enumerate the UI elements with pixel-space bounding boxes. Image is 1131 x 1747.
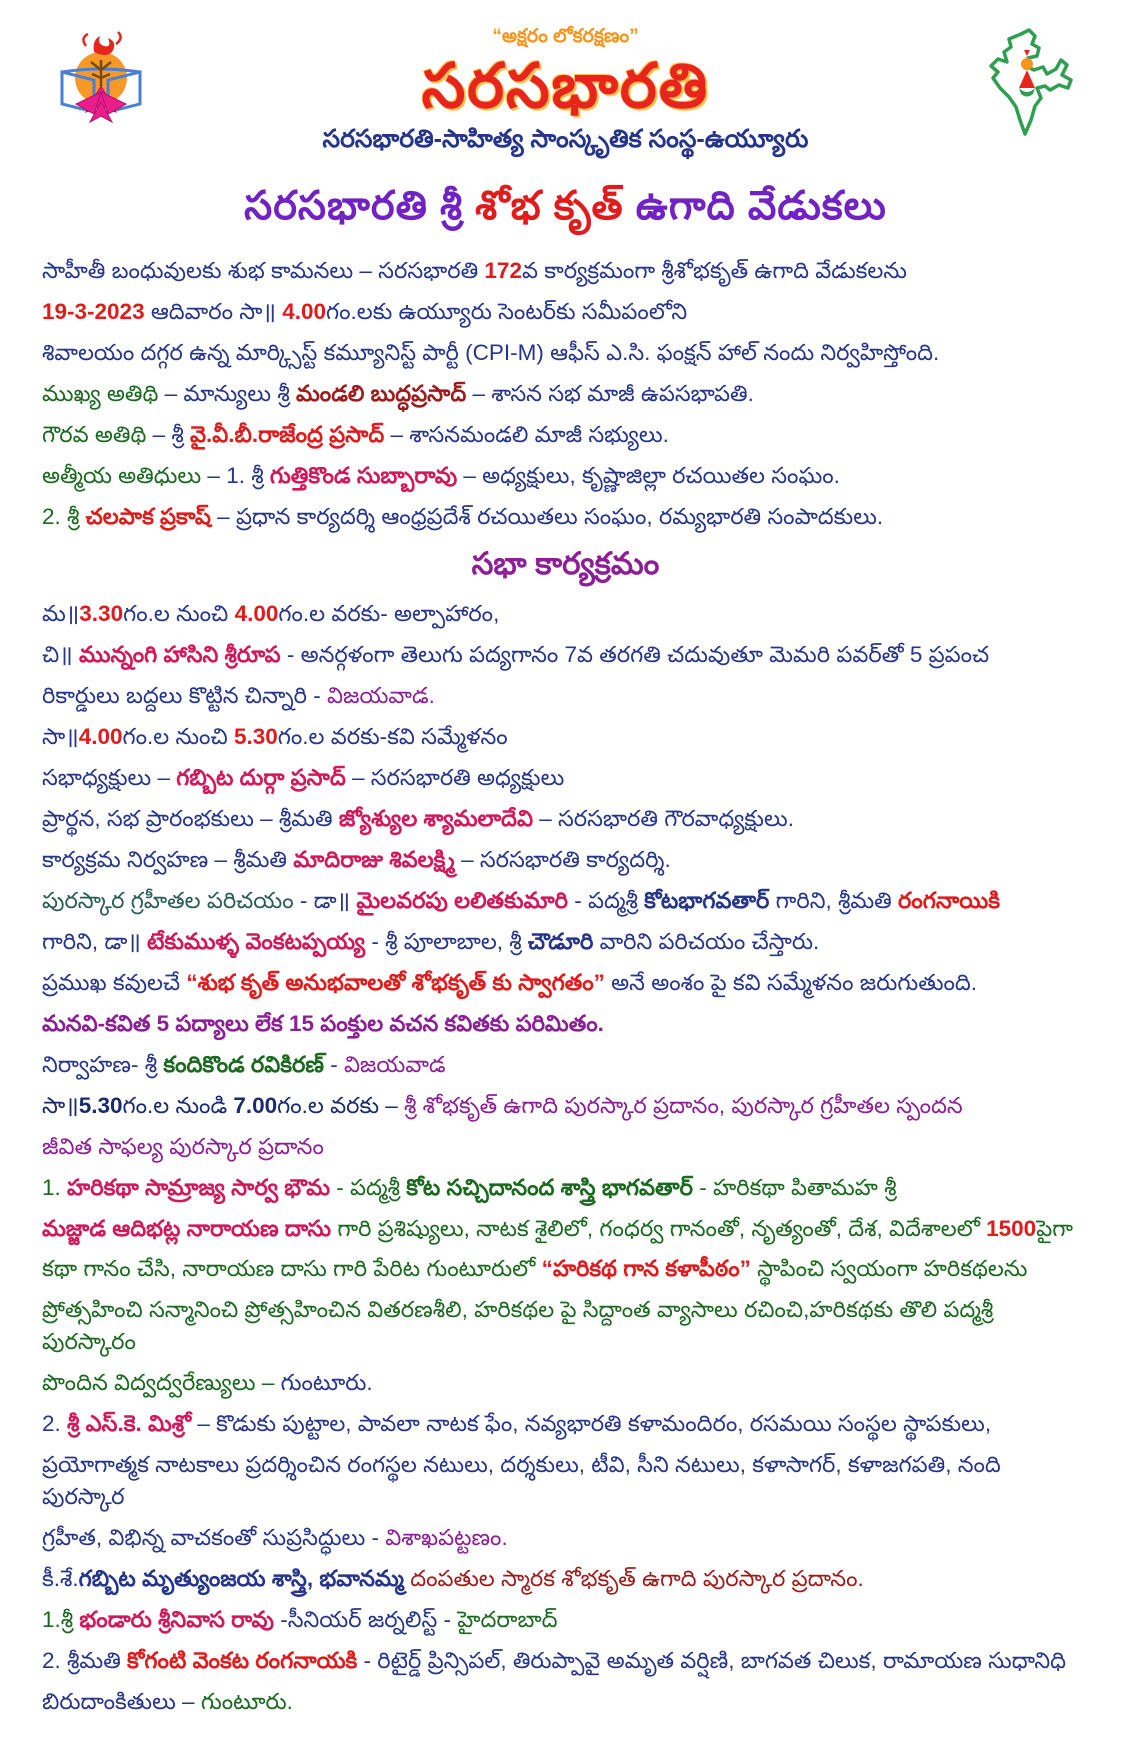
text-segment: – సరసభారతి గౌరవాధ్యక్షులు. — [532, 806, 794, 832]
text-segment: - అనర్గళంగా తెలుగు పద్యగానం 7వ తరగతి చదువుతూ మెమరి పవర్‌తో 5 ప్రపంచ — [280, 642, 990, 668]
text-segment: 7.00 — [233, 1092, 278, 1118]
text-segment: వై.వీ.బీ.రాజేంద్ర ప్రసాద్ — [190, 421, 385, 447]
text-segment: - పద్మశ్రీ — [567, 888, 645, 914]
text-line — [42, 1008, 1089, 1040]
text-segment: 1500 — [986, 1215, 1037, 1241]
text-segment: శ్రీ శోభకృత్ ఉగాది పురస్కార ప్రదానం, పురస్కార గ్రహీతల స్పందన — [404, 1092, 963, 1118]
text-segment: - రిటైర్డ్ ప్రిన్సిపల్, తిరుప్పావై అమృత వర్షిణి, బాగవత చిలుక, రామాయణ సుధానిధి — [357, 1647, 1067, 1673]
text-segment: విజయవాడ — [343, 1051, 446, 1077]
text-segment: 4.00 — [282, 298, 326, 324]
text-segment: ఆదివారం సా॥ — [144, 298, 283, 324]
text-segment: 1. — [42, 1174, 68, 1200]
text-segment: దంపతుల స్మారక శోభకృత్ ఉగాది పురస్కార ప్రదానం. — [403, 1565, 864, 1591]
page-title — [42, 178, 1089, 235]
text-segment: సభా కార్యక్రమం — [471, 546, 660, 582]
text-segment: సాహీతీ బంధువులకు శుభ కామనలు – సరసభారతి — [42, 257, 485, 283]
text-segment: గం.లకు ఉయ్యూరు సెంటర్‌కు సమీపంలోని — [326, 298, 688, 324]
text-segment: -సీనియర్ జర్నలిస్ట్ - — [273, 1606, 458, 1632]
text-segment: - శ్రీ పూలాబాల, శ్రీ — [365, 928, 528, 954]
text-segment: మ॥ — [42, 601, 80, 627]
text-segment: ప్రార్థన, సభ ప్రారంభకులు – శ్రీమతి — [42, 806, 339, 832]
text-line — [42, 460, 1089, 492]
text-segment: 5.30 — [233, 724, 278, 750]
text-segment: టేకుముళ్ళ వెంకటప్పయ్య — [147, 928, 366, 954]
text-segment: మనవి-కవిత 5 పద్యాలు లేక 15 పంక్తుల వచన కవితకు పరిమితం. — [42, 1010, 604, 1036]
text-segment: 3.30 — [79, 601, 124, 627]
text-line — [42, 1408, 1089, 1440]
text-segment: భండారు శ్రీనివాస రావు — [79, 1606, 274, 1632]
text-segment: మజ్జాడ ఆదిభట్ల నారాయణ దాసు — [42, 1215, 332, 1241]
text-line — [42, 1213, 1089, 1245]
text-line — [42, 1367, 1089, 1399]
text-segment: గ్రహీత, విభిన్న వాచకంతో సుప్రసిద్ధులు - — [42, 1525, 386, 1551]
text-segment: గబ్బిట మృత్యుంజయ శాస్త్రి, భవానమ్మ — [78, 1565, 404, 1591]
text-segment: కథా గానం చేసి, నారాయణ దాసు గారి పేరిట గుంటూరులో — [42, 1256, 542, 1282]
text-segment: గుంటూరు. — [200, 1688, 293, 1714]
text-segment: విశాఖపట్టణం. — [385, 1525, 508, 1551]
text-segment: జ్యోశ్యుల శ్యామలాదేవి — [338, 806, 533, 832]
text-segment: పొందిన విద్వద్వరేణ్యులు – — [42, 1370, 281, 1396]
text-line — [42, 680, 1089, 712]
text-segment: గం.ల నుంచి — [122, 724, 234, 750]
text-line — [42, 419, 1089, 451]
text-segment: కీ.శే. — [42, 1565, 79, 1591]
text-segment: 19-3-2023 — [42, 298, 145, 324]
brand-title: సరసభారతి — [421, 52, 710, 121]
text-segment: స్థాపించి స్వయంగా హరికథలను — [750, 1256, 1028, 1282]
text-line — [42, 926, 1089, 958]
book-lotus-om-logo — [42, 26, 160, 146]
text-segment: రికార్డులు బద్దలు కొట్టిన చిన్నారి - — [42, 683, 327, 709]
text-segment: అనే అంశం పై కవి సమ్మేళనం జరుగుతుంది. — [604, 969, 978, 995]
text-line — [42, 1645, 1089, 1677]
text-line — [42, 1686, 1089, 1718]
text-segment: గం.ల నుంచి — [123, 601, 235, 627]
text-segment: గబ్బిట దుర్గా ప్రసాద్ — [176, 765, 346, 791]
text-segment: బిరుదాంకితులు – — [42, 1688, 201, 1714]
text-line — [42, 296, 1089, 328]
text-segment: “శుభ కృత్ అనుభవాలతో శోభకృత్ కు స్వాగతం” — [186, 969, 605, 995]
text-segment: ముఖ్య అతిథి — [42, 380, 159, 406]
text-segment: గం.ల నుండి — [122, 1092, 234, 1118]
text-segment: – శాసన సభ మాజీ ఉపసభాపతి. — [466, 380, 754, 406]
text-line — [42, 1449, 1089, 1513]
text-segment: – అధ్యక్షులు, కృష్ణాజిల్లా రచయితల సంఘం. — [457, 462, 840, 488]
text-segment: గం.ల వరకు – — [277, 1092, 405, 1118]
text-segment: సా॥ — [42, 724, 79, 750]
text-segment: గౌరవ అతిథి — [42, 421, 147, 447]
text-line — [42, 967, 1089, 999]
text-line — [42, 885, 1089, 917]
text-line — [42, 1049, 1089, 1081]
text-segment: జీవిత సాఫల్య పురస్కార ప్రదానం — [42, 1133, 324, 1159]
text-segment: పైగా — [1036, 1215, 1073, 1241]
text-segment: వ కార్యక్రమంగా శ్రీశోభకృత్ ఉగాది వేడుకలను — [521, 257, 907, 283]
text-segment: కోట సచ్చిదానంద శాస్త్రి భాగవతార్ — [406, 1174, 693, 1200]
text-line — [42, 501, 1089, 533]
text-line — [42, 1604, 1089, 1636]
section-heading — [42, 542, 1089, 586]
text-segment: - — [323, 1051, 344, 1077]
text-segment: రంగనాయికి — [898, 888, 1000, 914]
text-line — [42, 1172, 1089, 1204]
text-segment: సా॥ — [42, 1092, 79, 1118]
text-segment: – మాన్యులు శ్రీ — [158, 380, 296, 406]
text-segment: గారిని, శ్రీమతి — [769, 888, 899, 914]
text-line — [42, 1294, 1089, 1358]
text-segment: గారి ప్రశిష్యులు, నాటక శైలిలో, గంధర్వ గానంతో, నృత్యంతో, దేశ, విదేశాలలో — [331, 1215, 987, 1241]
text-segment: - పద్మశ్రీ — [330, 1174, 407, 1200]
text-segment: గుత్తికొండ సుబ్బారావు — [269, 462, 458, 488]
text-segment: చి॥ — [42, 642, 79, 668]
text-segment: మండలి బుద్ధప్రసాద్ — [295, 380, 467, 406]
text-segment: కందికొండ రవికిరణ్ — [163, 1051, 324, 1077]
text-segment: శోభ కృత్ — [475, 184, 636, 229]
text-line — [42, 639, 1089, 671]
india-map-logo — [971, 26, 1089, 146]
organization-subtitle: సరసభారతి-సాహిత్య సాంస్కృతిక సంస్థ-ఉయ్యూరు — [322, 125, 809, 154]
text-segment: 172 — [484, 257, 522, 283]
text-segment: – సరసభారతి అధ్యక్షులు — [345, 765, 565, 791]
text-segment: – సరసభారతి కార్యదర్శి. — [454, 847, 671, 873]
text-segment: 4.00 — [234, 601, 279, 627]
text-segment: మున్నంగి హాసిని శ్రీరూప — [78, 642, 281, 668]
text-segment: - డా॥ — [293, 888, 357, 914]
text-line — [42, 598, 1089, 630]
text-segment: హరికథా సామ్రాజ్య సార్వ భౌమ — [67, 1174, 331, 1200]
text-segment: ప్రయోగాత్మక నాటకాలు ప్రదర్శించిన రంగస్థల నటులు, దర్శకులు, టీవి, సీని నటులు, కళాసాగర్, కళాజగపతి, నంది పురస్కార — [42, 1452, 1001, 1510]
text-segment: కోగంటి వెంకట రంగనాయకి — [127, 1647, 358, 1673]
text-segment: - హరికథా పితామహ శ్రీ — [693, 1174, 897, 1200]
text-segment: “హరికథ గాన కళాపీఠం” — [541, 1256, 751, 1282]
text-segment: సభాధ్యక్షులు – — [42, 765, 177, 791]
text-line — [42, 1131, 1089, 1163]
text-line — [42, 721, 1089, 753]
text-segment: – కొడుకు పుట్టాల, పావలా నాటక ఫేం, నవ్యభారతి కళామందిరం, రసమయి సంస్థల స్థాపకులు, — [191, 1411, 992, 1437]
text-segment: వారిని పరిచయం చేస్తారు. — [593, 928, 820, 954]
text-segment: ప్రోత్సహించి సన్మానించి ప్రోత్సహించిన వితరణశీలి, హరికథల పై సిద్దాంత వ్యాసాలు రచించి,హరికథకు తొలి పద్మశ్రీ పురస్కారం — [42, 1297, 994, 1355]
text-segment: 5.30 — [78, 1092, 123, 1118]
text-segment: గుంటూరు. — [280, 1370, 373, 1396]
text-line — [42, 803, 1089, 835]
text-line — [42, 1563, 1089, 1595]
text-line — [42, 378, 1089, 410]
text-segment: కోటభాగవతార్ — [644, 888, 770, 914]
text-line — [42, 255, 1089, 287]
text-segment: శివాలయం దగ్గర ఉన్న మార్క్సిస్ట్ కమ్యూనిస్ట్ పార్టీ (CPI-M) ఆఫీస్ ఎ.సి. ఫంక్షన్ హాల్ నందు నిర్వహిస్తోంది. — [42, 339, 940, 365]
text-segment: గారిని, డా॥ — [42, 928, 148, 954]
text-segment: మాదిరాజు శివలక్ష్మి — [293, 847, 455, 873]
text-segment: – శాసనమండలి మాజీ సభ్యులు. — [384, 421, 669, 447]
text-segment: – 1. శ్రీ — [201, 462, 270, 488]
text-segment: 2. శ్రీ — [42, 503, 86, 529]
text-segment: అత్మీయ అతిధులు — [42, 462, 202, 488]
document-body — [42, 178, 1089, 1718]
text-segment: కార్యక్రమ నిర్వహణ – శ్రీమతి — [42, 847, 294, 873]
text-segment: పురస్కార గ్రహీతల పరిచయం — [42, 888, 294, 914]
text-line — [42, 1090, 1089, 1122]
text-line — [42, 844, 1089, 876]
text-line — [42, 762, 1089, 794]
text-line — [42, 337, 1089, 369]
text-segment: – శ్రీ — [146, 421, 190, 447]
text-segment: మైలవరపు లలితకుమారి — [356, 888, 568, 914]
text-segment: శ్రీ ఎస్.కె. మిశ్రో — [67, 1411, 192, 1437]
text-segment: 1.శ్రీ — [42, 1606, 80, 1632]
text-segment: నిర్వాహణ- శ్రీ — [42, 1051, 164, 1077]
text-segment: 2. — [42, 1411, 68, 1437]
text-segment: 4.00 — [78, 724, 123, 750]
text-line — [42, 1522, 1089, 1554]
header — [42, 12, 1089, 160]
text-segment: – ప్రధాన కార్యదర్శి ఆంధ్రప్రదేశ్ రచయితలు సంఘం, రమ్యభారతి సంపాదకులు. — [210, 503, 884, 529]
text-segment: ప్రముఖ కవులచే — [42, 969, 187, 995]
text-segment: విజయవాడ. — [327, 683, 435, 709]
text-segment: చౌడూరి — [527, 928, 594, 954]
text-segment: 2. శ్రీమతి — [42, 1647, 128, 1673]
text-segment: చలపాక ప్రకాష్ — [85, 503, 211, 529]
text-segment: గం.ల వరకు-కవి సమ్మేళనం — [277, 724, 508, 750]
text-segment: హైదరాబాద్ — [457, 1606, 558, 1632]
header-center — [160, 12, 971, 160]
text-segment: గం.ల వరకు- అల్పాహారం, — [278, 601, 500, 627]
text-segment: ఉగాది వేడుకలు — [635, 184, 887, 229]
text-segment: సరసభారతి — [244, 184, 440, 229]
tagline: “అక్షరం లోకరక్షణం” — [492, 26, 639, 47]
text-segment: శ్రీ — [440, 184, 476, 229]
text-line — [42, 1253, 1089, 1285]
